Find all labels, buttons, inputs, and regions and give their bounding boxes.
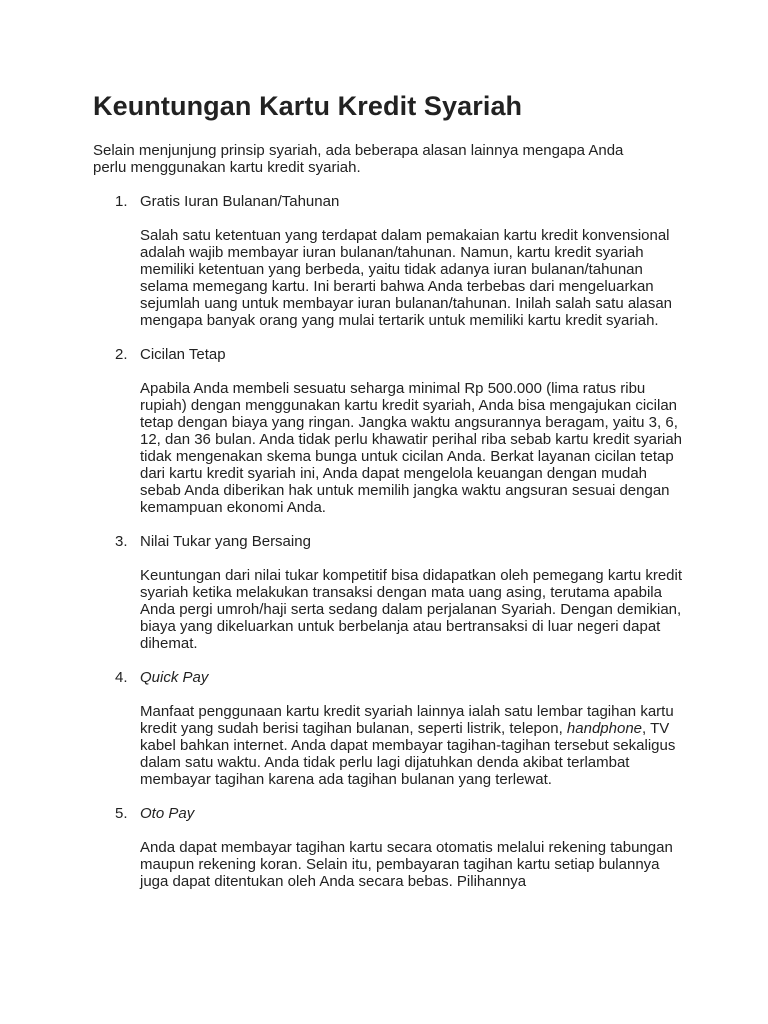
list-item-title: Nilai Tukar yang Bersaing [140,533,311,550]
body-text: , TV kabel bahkan internet. Anda dapat membayar tagihan-tagihan tersebut sekaligus dalam satu waktu. Anda tidak perlu lagi dijatuhkan denda akibat terlambat membayar tagihan karena ada tagihan bulanan yang terlewat. [140,720,676,788]
document-page [93,88,683,890]
body-text: Manfaat penggunaan kartu kredit syariah lainnya ialah satu lembar tagihan kartu kredit yang sudah berisi tagihan bulanan, seperti listrik, telepon, [140,703,674,737]
list-item-number: 4. [115,669,128,686]
list-item-title: Quick Pay [140,669,209,686]
body-italic-term: handphone [566,720,643,737]
list-item-number: 5. [115,805,128,822]
list-item [93,346,683,516]
page-title: Keuntungan Kartu Kredit Syariah [93,91,523,121]
list-item-body: Apabila Anda membeli sesuatu seharga minimal Rp 500.000 (lima ratus ribu rupiah) dengan menggunakan kartu kredit syariah, Anda bisa mengajukan cicilan tetap dengan biaya yang ringan. Jangka waktu angsurannya beragam, yaitu 3, 6, 12, dan 36 bulan. Anda tidak perlu khawatir perihal riba sebab kartu kredit syariah tidak mengenakan skema bunga untuk cicilan Anda. Berkat layanan cicilan tetap dari kartu kredit syariah ini, Anda dapat mengelola keuangan dengan mudah sebab Anda diberikan hak untuk memilih jangka waktu angsuran sesuai dengan kemampuan ekonomi Anda. [140,380,682,516]
list-item-body: Keuntungan dari nilai tukar kompetitif bisa didapatkan oleh pemegang kartu kredit syariah ketika melakukan transaksi dengan mata uang asing, terutama apabila Anda pergi umroh/haji serta sedang dalam perjalanan Syariah. Dengan demikian, biaya yang dikeluarkan untuk berbelanja atau bertransaksi di luar negeri dapat dihemat. [140,567,683,652]
list-item-title: Gratis Iuran Bulanan/Tahunan [140,193,340,210]
list-item [93,805,683,890]
list-item [93,533,683,652]
list-item-body: Salah satu ketentuan yang terdapat dalam pemakaian kartu kredit konvensional adalah wajib membayar iuran bulanan/tahunan. Namun, kartu kredit syariah memiliki ketentuan yang berbeda, yaitu tidak adanya iuran bulanan/tahunan selama memegang kartu. Ini berarti bahwa Anda terbebas dari mengeluarkan sejumlah uang untuk membayar iuran bulanan/tahunan. Inilah salah satu alasan mengapa banyak orang yang mulai tertarik untuk memiliki kartu kredit syariah. [140,227,673,329]
list-item-body: Anda dapat membayar tagihan kartu secara otomatis melalui rekening tabungan maupun rekening koran. Selain itu, pembayaran tagihan kartu setiap bulannya juga dapat ditentukan oleh Anda secara bebas. Pilihannya [140,839,673,890]
list-item-number: 1. [115,193,128,210]
benefits-list [93,193,683,890]
list-item-title: Oto Pay [140,805,195,822]
list-item-body [140,703,685,788]
intro-paragraph: Selain menjunjung prinsip syariah, ada beberapa alasan lainnya mengapa Anda perlu menggunakan kartu kredit syariah. [93,142,624,176]
list-item-title: Cicilan Tetap [140,346,226,363]
list-item [93,669,683,788]
list-item-number: 3. [115,533,128,550]
list-item [93,193,683,329]
list-item-number: 2. [115,346,128,363]
